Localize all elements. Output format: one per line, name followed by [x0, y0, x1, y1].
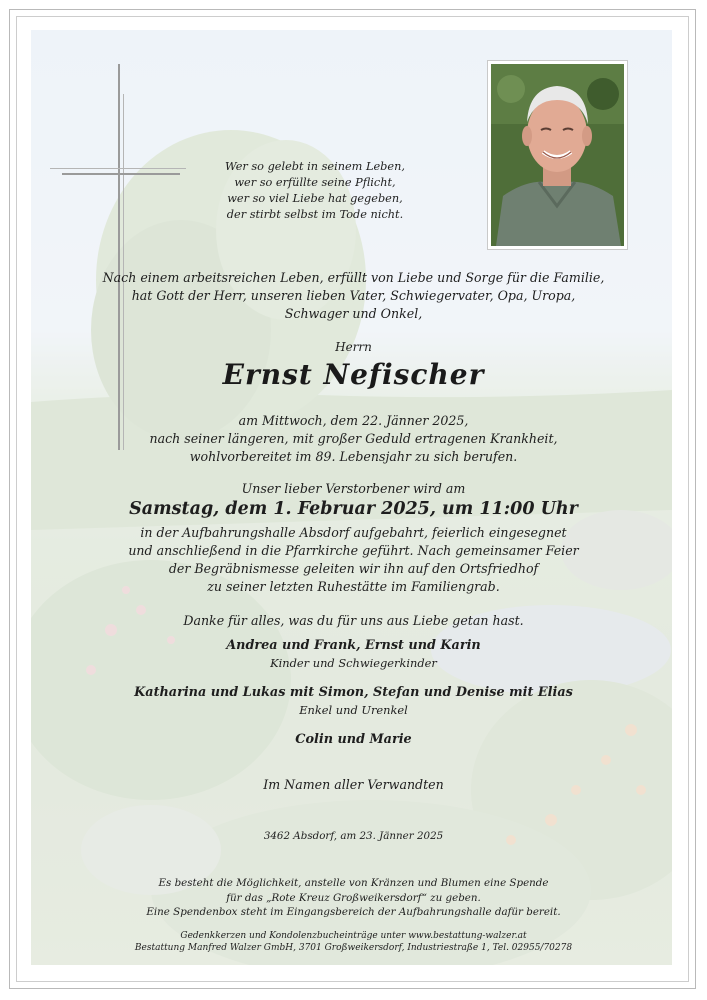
mourner-names: Andrea und Frank, Ernst und Karin: [226, 638, 481, 653]
funeral-details: [60, 524, 647, 596]
place-date: 3462 Absdorf, am 23. Jänner 2025: [263, 830, 444, 842]
footer-line: Gedenkkerzen und Kondolenzbucheinträge unter www.bestattung-walzer.at: [180, 931, 527, 941]
death-line: am Mittwoch, dem 22. Jänner 2025,: [238, 413, 469, 428]
mourner-names: Katharina und Lukas mit Simon, Stefan und Denise mit Elias: [134, 685, 573, 700]
thanks-text: Danke für alles, was du für uns aus Liebe getan hast.: [183, 613, 524, 628]
poem-line: wer so viel Liebe hat gegeben,: [227, 192, 403, 205]
intro-text: [60, 269, 647, 323]
funeral-line: der Begräbnismesse geleiten wir ihn auf den Ortsfriedhof: [168, 561, 539, 576]
death-line: nach seiner längeren, mit großer Geduld ertragenen Krankheit,: [149, 431, 558, 446]
death-line: wohlvorbereitet im 89. Lebensjahr zu sich berufen.: [189, 449, 518, 464]
death-notice: [60, 412, 647, 466]
intro-line: hat Gott der Herr, unseren lieben Vater, Schwiegervater, Opa, Uropa,: [131, 288, 576, 303]
portrait-illustration: [491, 64, 624, 246]
funeral-line: zu seiner letzten Ruhestätte im Familiengrab.: [207, 579, 500, 594]
intro-line: Schwager und Onkel,: [284, 306, 423, 321]
mourner-names: Colin und Marie: [295, 732, 412, 747]
poem-line: Wer so gelebt in seinem Leben,: [225, 160, 405, 173]
donation-line: Eine Spendenbox steht im Eingangsbereich der Aufbahrungshalle dafür bereit.: [146, 906, 561, 918]
funeral-line: in der Aufbahrungshalle Absdorf aufgebahrt, feierlich eingesegnet: [140, 525, 567, 540]
funeral-lead: Unser lieber Verstorbener wird am: [241, 481, 466, 496]
poem-line: der stirbt selbst im Tode nicht.: [226, 208, 404, 221]
poem: [200, 159, 430, 223]
on-behalf: Im Namen aller Verwandten: [263, 777, 444, 792]
deceased-name: Ernst Nefischer: [222, 358, 485, 391]
funeral-line: und anschließend in die Pfarrkirche geführt. Nach gemeinsamer Feier: [128, 543, 579, 558]
donation-note: [60, 876, 647, 920]
intro-line: Nach einem arbeitsreichen Leben, erfüllt von Liebe und Sorge für die Familie,: [102, 270, 605, 285]
donation-line: Es besteht die Möglichkeit, anstelle von Kränzen und Blumen eine Spende: [158, 877, 549, 889]
donation-line: für das „Rote Kreuz Großweikersdorf“ zu geben.: [226, 891, 481, 904]
funeral-date-time: Samstag, dem 1. Februar 2025, um 11:00 Uhr: [129, 499, 578, 519]
poem-line: wer so erfüllte seine Pflicht,: [234, 176, 396, 189]
mourner-relation: Kinder und Schwiegerkinder: [270, 656, 437, 670]
cross-icon: [50, 64, 186, 452]
footer: [60, 930, 647, 954]
mourner-relation: Enkel und Urenkel: [299, 703, 408, 717]
portrait-photo: [488, 61, 627, 249]
footer-line: Bestattung Manfred Walzer GmbH, 3701 Großweikersdorf, Industriestraße 1, Tel. 02955/70278: [134, 943, 573, 953]
salutation: Herrn: [335, 340, 372, 354]
